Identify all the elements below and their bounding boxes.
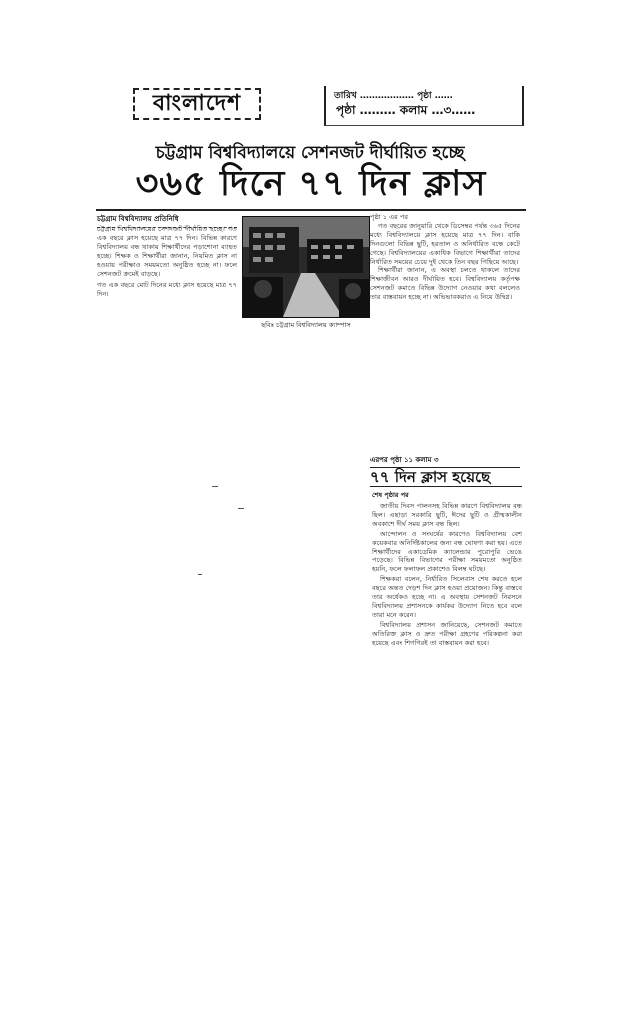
scan-speck <box>198 574 202 575</box>
column-2-paragraph: শিক্ষার্থীরা জানান, এ অবস্থা চলতে থাকলে তাদের শিক্ষাজীবন আরও দীর্ঘায়িত হবে। বিশ্ববিদ্যালয় কর্তৃপক্ষ সেশনজট কমাতে বিভিন্ন উদ্যোগ নেওয়ার কথা বললেও তার বাস্তবায়ন হচ্ছে না। অভিভাবকরাও এ নিয়ে উদ্বিগ্ন। <box>370 266 520 302</box>
headline-rule <box>96 209 526 211</box>
column-1-last-line: গত এক বছরে মোট দিনের মধ্যে ক্লাস হয়েছে মাত্র ৭৭ দিন। <box>97 281 237 299</box>
photo-caption: ছবিঃ চট্টগ্রাম বিশ্ববিদ্যালয় ক্যাম্পাস <box>261 321 351 329</box>
jump-line: এরপর পৃষ্ঠা ১১ কলাম ৩ <box>370 454 520 468</box>
article-column-1 <box>97 225 237 299</box>
continuation-jump-label: শেষ পৃষ্ঠার পর <box>372 491 409 499</box>
column-2-continued-label: পৃষ্ঠা ১ এর পর <box>370 213 408 221</box>
column-3-paragraph: বিশ্ববিদ্যালয় প্রশাসন জানিয়েছে, সেশনজট কমাতে অতিরিক্ত ক্লাস ও দ্রুত পরীক্ষা গ্রহণের পরিকল্পনা করা হয়েছে এবং শিগগিরই তা বাস্তবায়ন করা হবে। <box>372 620 522 647</box>
clipping-stamp <box>324 86 524 126</box>
continuation-rule <box>370 486 522 487</box>
newspaper-masthead: বাংলাদেশ <box>133 88 261 120</box>
article-headline: ৩৬৫ দিনে ৭৭ দিন ক্লাস <box>135 164 487 204</box>
article-kicker: চট্টগ্রাম বিশ্ববিদ্যালয়ে সেশনজট দীর্ঘায়িত হচ্ছে <box>155 143 465 163</box>
article-column-2 <box>370 213 520 302</box>
campus-photo-image <box>243 217 369 317</box>
column-2-paragraph: গত বছরের জানুয়ারি থেকে ডিসেম্বর পর্যন্ত ৩৬৫ দিনের মধ্যে বিশ্ববিদ্যালয়ে ক্লাস হয়েছে মাত্র ৭৭ দিন। বাকি দিনগুলো বিভিন্ন ছুটি, হরতাল ও অনির্ধারিত বন্ধে কেটে গেছে। বিশ্ববিদ্যালয়ের একাধিক বিভাগে শিক্ষার্থীরা তাদের নির্ধারিত সময়ের চেয়ে দুই থেকে তিন বছর পিছিয়ে আছে। <box>370 221 520 266</box>
continuation-headline: ৭৭ দিন ক্লাস হয়েছে <box>370 468 491 486</box>
column-3-paragraph: জাতীয় দিবস পালনসহ বিভিন্ন কারণে বিশ্ববিদ্যালয় বন্ধ ছিল। এছাড়া সরকারি ছুটি, ঈদের ছুটি ও গ্রীষ্মকালীন অবকাশে দীর্ঘ সময় ক্লাস বন্ধ ছিল। <box>372 502 522 528</box>
scan-speck <box>238 508 244 509</box>
article-column-3 <box>372 502 522 649</box>
article-byline: চট্টগ্রাম বিশ্ববিদ্যালয় প্রতিনিধি <box>97 213 237 228</box>
column-3-paragraph: শিক্ষকরা বলেন, নির্ধারিত সিলেবাস শেষ করতে হলে বছরে অন্তত দেড়শ দিন ক্লাস হওয়া প্রয়োজন। কিন্তু বাস্তবে তার অর্ধেকও হচ্ছে না। এ অবস্থায় সেশনজট নিরসনে বিশ্ববিদ্যালয় প্রশাসনকে কার্যকর উদ্যোগ নিতে হবে বলে তারা মনে করেন। <box>372 575 522 619</box>
stamp-page-line: পৃষ্ঠা ……… কলাম …৩…… <box>336 103 476 117</box>
stamp-date-line: তারিখ ……………… পৃষ্ঠা …… <box>334 91 453 101</box>
column-1-paragraph: চট্টগ্রাম বিশ্ববিদ্যালয়ের সেশনজট দীর্ঘায়িত হচ্ছে। গত এক বছরে ক্লাস হয়েছে মাত্র ৭৭ দিন। বিভিন্ন কারণে বিশ্ববিদ্যালয় বন্ধ থাকায় শিক্ষার্থীদের পড়াশোনা ব্যাহত হচ্ছে। শিক্ষক ও শিক্ষার্থীরা জানান, নিয়মিত ক্লাস না হওয়ায় পরীক্ষাও সময়মতো অনুষ্ঠিত হচ্ছে না। ফলে সেশনজট ক্রমেই বাড়ছে। <box>97 225 237 278</box>
scan-speck <box>212 486 218 487</box>
column-3-paragraph: আন্দোলন ও সংঘর্ষের কারণেও বিশ্ববিদ্যালয় বেশ কয়েকবার অনির্দিষ্টকালের জন্য বন্ধ ঘোষণা করা হয়। এতে শিক্ষার্থীদের একাডেমিক ক্যালেন্ডার পুরোপুরি ভেঙে পড়েছে। বিভিন্ন বিভাগের পরীক্ষা সময়মতো অনুষ্ঠিত হয়নি, ফলে ফলাফল প্রকাশেও বিলম্ব ঘটছে। <box>372 529 522 574</box>
article-photo <box>242 216 370 318</box>
